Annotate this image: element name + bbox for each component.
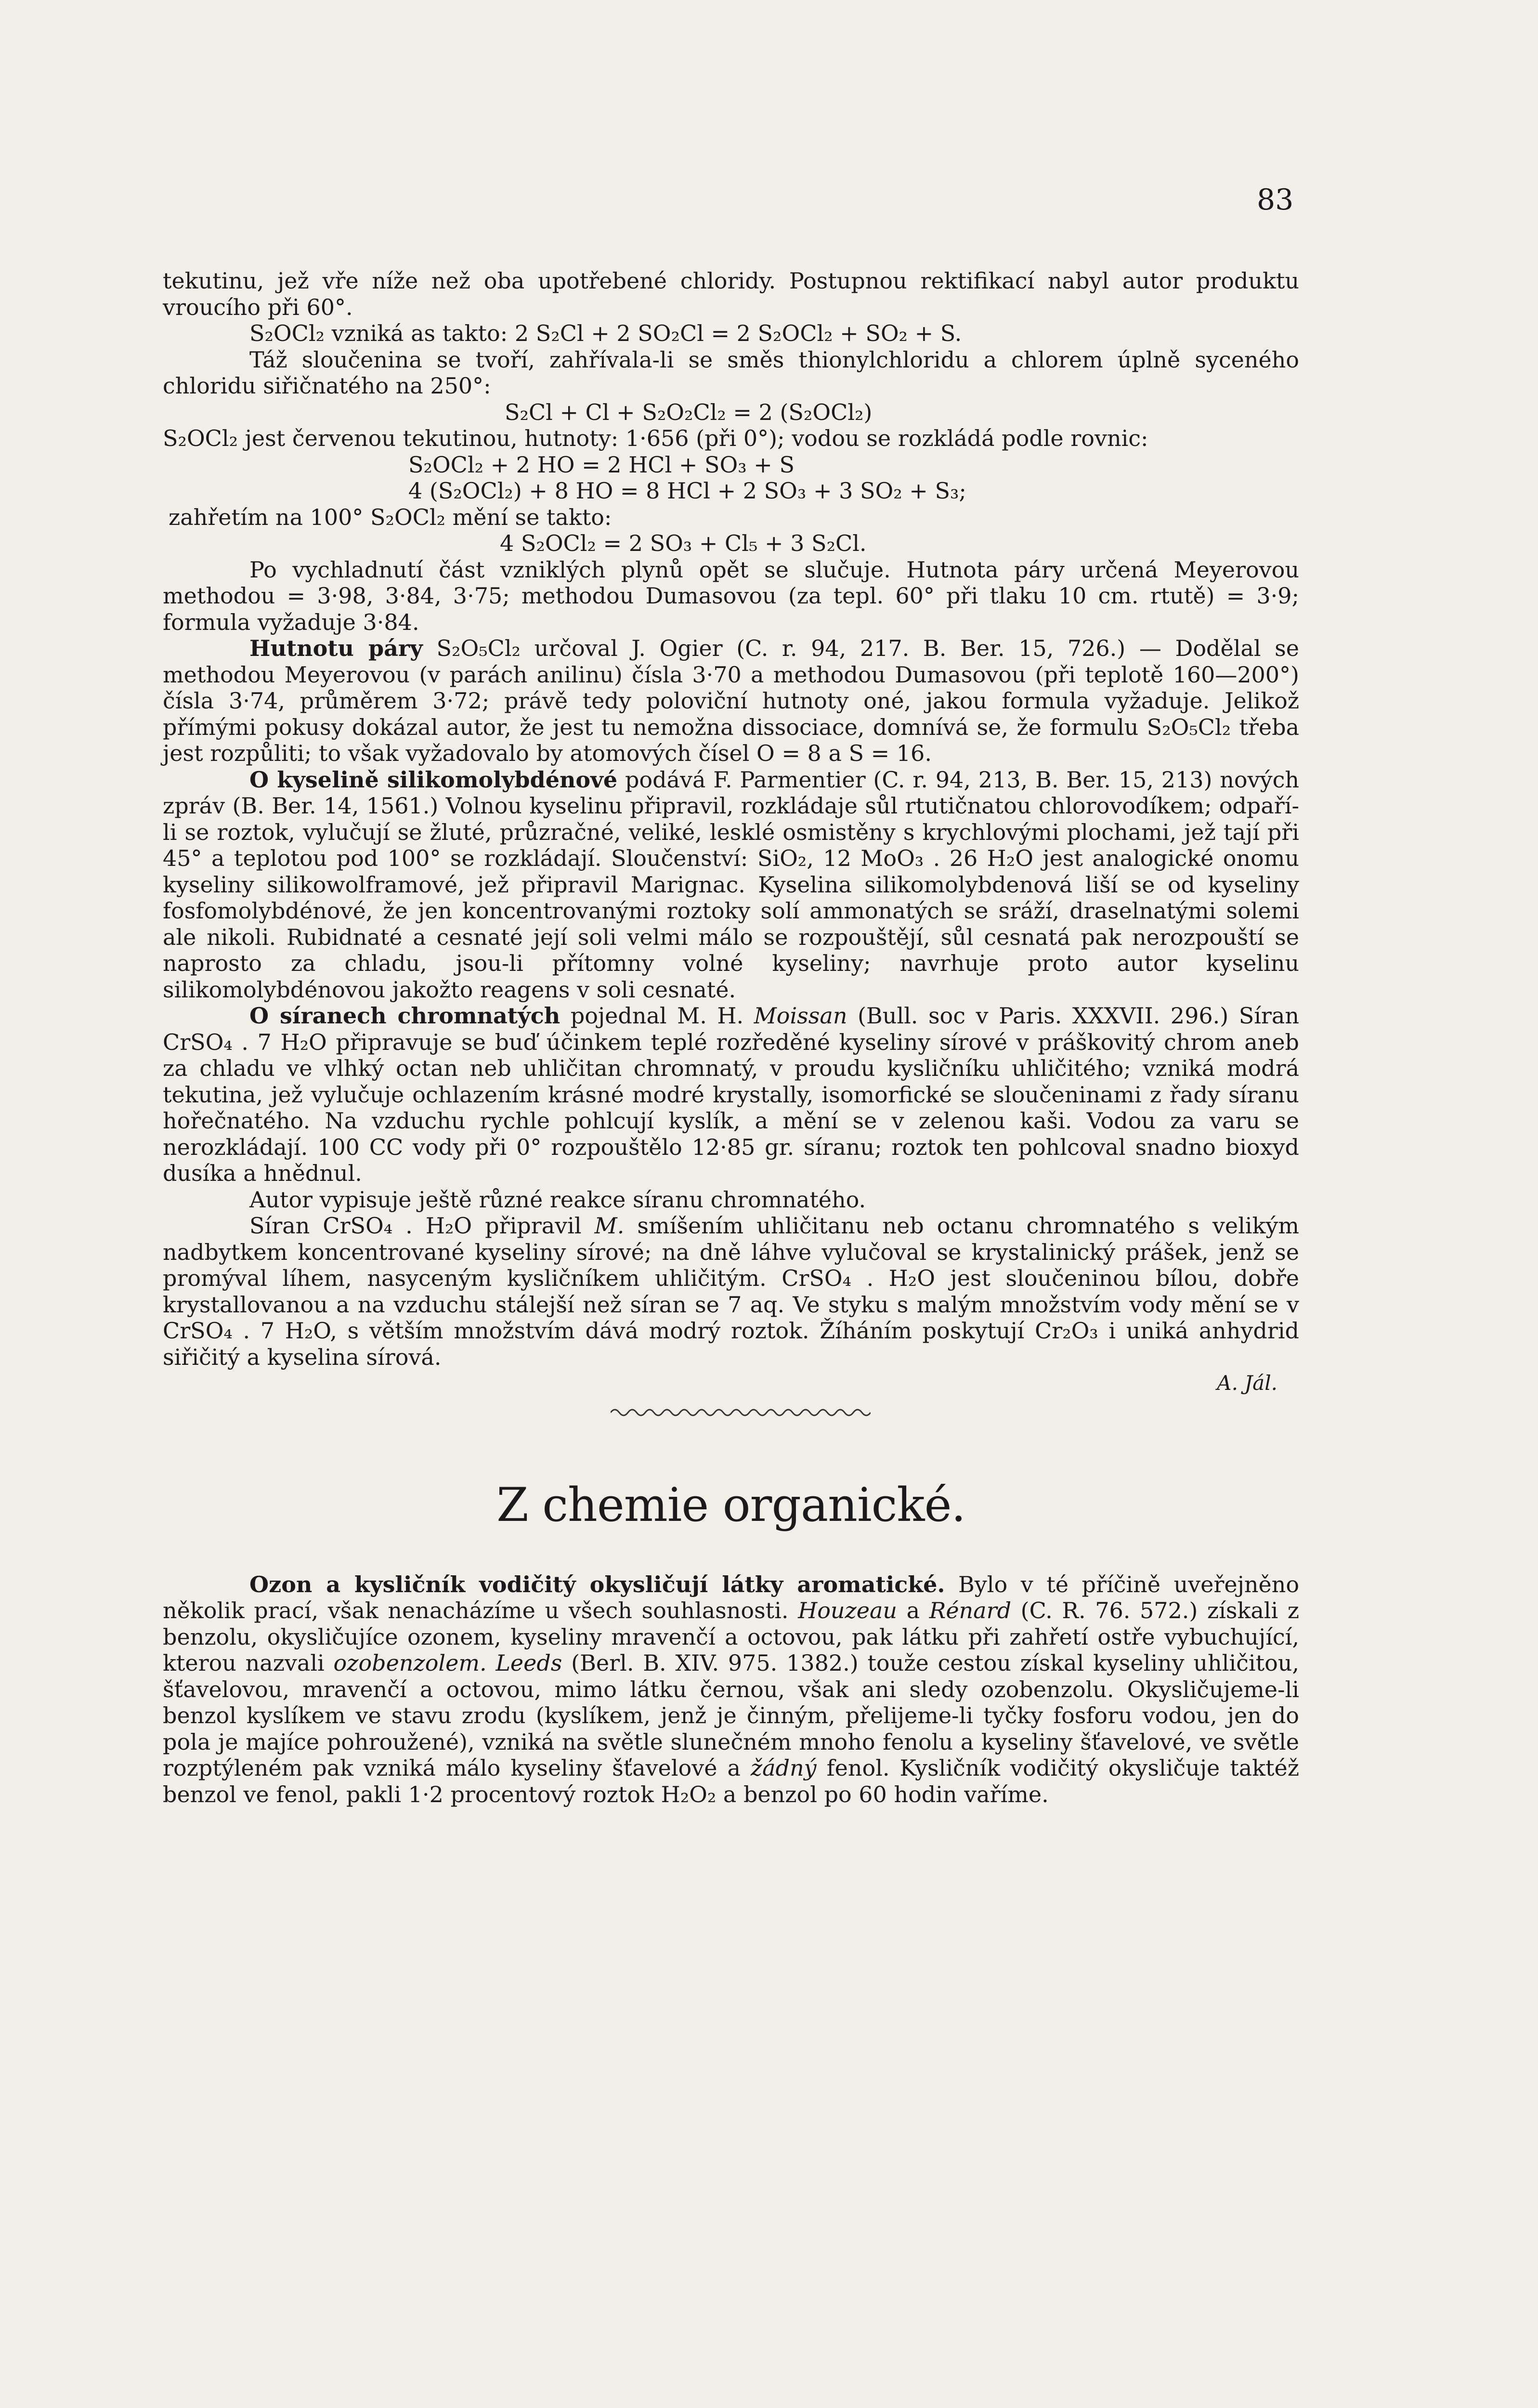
text-fragment — [487, 1650, 496, 1676]
paragraph-vapour-density — [163, 635, 1299, 767]
paragraph-monohydrate — [163, 1213, 1299, 1370]
equation-4: 4 S₂OCl₂ = 2 SO₃ + Cl₅ + 3 S₂Cl. — [500, 530, 867, 556]
keyword-silicomolybdic: O kyselině silikomolybdénové — [249, 766, 618, 793]
paragraph-chromous-sulfates — [163, 1003, 1299, 1187]
paragraph-thionyl: Táž sloučenina se tvoří, zahřívala-li se směs thionylchloridu a chlorem úplně syceného chloridu siřičnatého na 250°: — [163, 346, 1299, 399]
section-heading: Z chemie organické. — [496, 1478, 965, 1532]
keyword-vapour-density: Hutnotu páry — [249, 635, 423, 661]
paragraph-formation: S₂OCl₂ vzniká as takto: 2 S₂Cl + 2 SO₂Cl = 2 S₂OCl₂ + SO₂ + S. — [249, 320, 962, 346]
equation-1: S₂Cl + Cl + S₂O₂Cl₂ = 2 (S₂OCl₂) — [505, 399, 873, 425]
paragraph-reactions: Autor vypisuje ještě různé reakce síranu chromnatého. — [249, 1186, 866, 1213]
paragraph-silicomolybdic — [163, 767, 1299, 1003]
keyword-chromous-sulfates: O síranech chromnatých — [249, 1003, 560, 1029]
paragraph-continuation: tekutinu, jež vře níže než oba upotřebené chloridy. Postupnou rektifikací nabyl autor produktu vroucího při 60°. — [163, 268, 1299, 320]
article-body — [163, 268, 1299, 1807]
term-ozobenzol: ozobenzolem. — [333, 1650, 487, 1676]
paragraph-properties: S₂OCl₂ jest červenou tekutinou, hutnoty: 1·656 (při 0°); vodou se rozkládá podle rovnic: — [163, 425, 1148, 451]
paragraph-vapour: Po vychladnutí část vzniklých plynů opět se slučuje. Hutnota páry určená Meyerovou methodou = 3·98, 3·84, 3·75; methodou Dumasovou (za tepl. 60° při tlaku 10 cm. rtutě) = 3·9; formula vyžaduje 3·84. — [163, 556, 1299, 635]
text-fragment: pojednal M. H. — [560, 1003, 754, 1029]
equation-2: S₂OCl₂ + 2 HO = 2 HCl + SO₃ + S — [408, 451, 795, 478]
text-fragment: (C. R. 76. 572.) získali z benzolu, okysličujíce ozonem, kyseliny mravenčí a octovou, pak látku při zahřetí ostře vybuchující, kterou nazvali — [163, 1597, 1300, 1676]
paragraph-heating: zahřetím na 100° S₂OCl₂ mění se takto: — [169, 504, 612, 530]
paragraph-silicomolybdic-text: podává F. Parmentier (C. r. 94, 213, B. Ber. 15, 213) nových zpráv (B. Ber. 14, 1561.) Volnou kyselinu připravil, rozkládaje sůl rtutičnatou chlorovodíkem; odpaří-li se roztok, vylučují se žluté, průzračné, veliké, lesklé osmistěny s krychlovými plochami, jež tají při 45° a teplotou pod 100° se rozkládají. Sloučenství: SiO₂, 12 MoO₃ . 26 H₂O jest analogické onomu kyseliny silikowolframové, jež připravil Marignac. Kyselina silikomolybdenová liší se od kyseliny fosfomolybdénové, že jen koncentrovanými roztoky solí ammonatých se sráží, draselnatými solemi ale nikoli. Rubidnaté a cesnaté její soli velmi málo se rozpouštějí, sůl cesnatá pak nerozpouští se naprosto za chladu, jsou-li přítomny volné kyseliny; navrhuje proto autor kyselinu silikomolybdénovou jakožto reagens v soli cesnaté. — [163, 766, 1299, 1003]
author-leeds: Leeds — [495, 1650, 562, 1676]
wavy-divider — [611, 1405, 871, 1420]
text-fragment: Bylo v té příčině uveřejněno několik prací, však nenacházíme u všech souhlasnosti. — [163, 1571, 1300, 1624]
paragraph-ozone — [163, 1571, 1299, 1808]
keyword-ozone: Ozon a kysličník vodičitý okysličují látky aromatické. — [249, 1571, 945, 1597]
text-fragment: Síran CrSO₄ . H₂O připravil — [249, 1213, 595, 1239]
text-fragment: smíšením uhličitanu neb octanu chromnatého s velikým nadbytkem koncentrované kyseliny sírové; na dně láhve vylučoval se krystalinický prášek, jenž se promýval líhem, nasyceným kysličníkem uhličitým. CrSO₄ . H₂O jest sloučeninou bílou, dobře krystallovanou a na vzduchu stálejší než síran se 7 aq. Ve styku s malým množstvím vody mění se v CrSO₄ . 7 H₂O, s větším množstvím dává modrý roztok. Žíháním poskytují Cr₂O₃ i uniká anhydrid siřičitý a kyselina sírová. — [163, 1213, 1299, 1370]
signature: A. Jál. — [1217, 1371, 1277, 1395]
author-moissan: Moissan — [754, 1003, 847, 1029]
text-fragment: a — [897, 1597, 929, 1624]
paragraph-chromous-sulfates-text: (Bull. soc v Paris. XXXVII. 296.) Síran CrSO₄ . 7 H₂O připravuje se buď účinkem teplé rozředěné kyseliny sírové v práškovitý chrom aneb za chladu ve vlhký octan neb uhličitan chromnatý, v proudu kysličníku uhličitého; vzniká modrá tekutina, jež vylučuje ochlazením krásné modré krystally, isomorfické se sloučeninami z řady síranu hořečnatého. Na vzduchu rychle pohlcují kyslík, a mění se v zelenou kaši. Vodou za varu se nerozkládají. 100 CC vody při 0° rozpouštělo 12·85 gr. síranu; roztok ten pohlcoval snadno bioxyd dusíka a hnědnul. — [163, 1003, 1299, 1186]
author-renard: Rénard — [929, 1597, 1012, 1624]
page-number: 83 — [1257, 183, 1294, 217]
term-zadny: žádný — [750, 1755, 817, 1781]
equation-3: 4 (S₂OCl₂) + 8 HO = 8 HCl + 2 SO₃ + 3 SO₂ + S₃; — [408, 478, 966, 504]
author-houzeau: Houzeau — [798, 1597, 898, 1624]
paragraph-vapour-density-text: S₂O₅Cl₂ určoval J. Ogier (C. r. 94, 217. B. Ber. 15, 726.) — Dodělal se methodou Meyerovou (v parách anilinu) čísla 3·70 a methodou Dumasovou (při teplotě 160—200°) čísla 3·74, průměrem 3·72; právě tedy poloviční hutnoty oné, jakou formula vyžaduje. Jelikož přímými pokusy dokázal autor, že jest tu nemožna dissociace, domnívá se, že formulu S₂O₅Cl₂ třeba jest rozpůliti; to však vyžadovalo by atomových čísel O = 8 a S = 16. — [163, 635, 1300, 766]
author-initial: M. — [594, 1213, 625, 1239]
text-fragment: (Berl. B. XIV. 975. 1382.) touže cestou získal kyseliny uhličitou, šťavelovou, mravenčí a octovou, mimo látku černou, však ani sledy ozobenzolu. Okysličujeme-li benzol kyslíkem ve stavu zrodu (kyslíkem, jenž je činným, přelijeme-li tyčky fosforu vodou, jen do pola je majíce pohroužené), vzniká na světle slunečném mnoho fenolu a kyseliny šťavelové, ve světle rozptýleném pak vzniká málo kyseliny šťavelové a — [163, 1650, 1300, 1781]
text-fragment: fenol. Kysličník vodičitý okysličuje taktéž benzol ve fenol, pakli 1·2 procentový roztok H₂O₂ a benzol po 60 hodin vaříme. — [163, 1755, 1299, 1807]
